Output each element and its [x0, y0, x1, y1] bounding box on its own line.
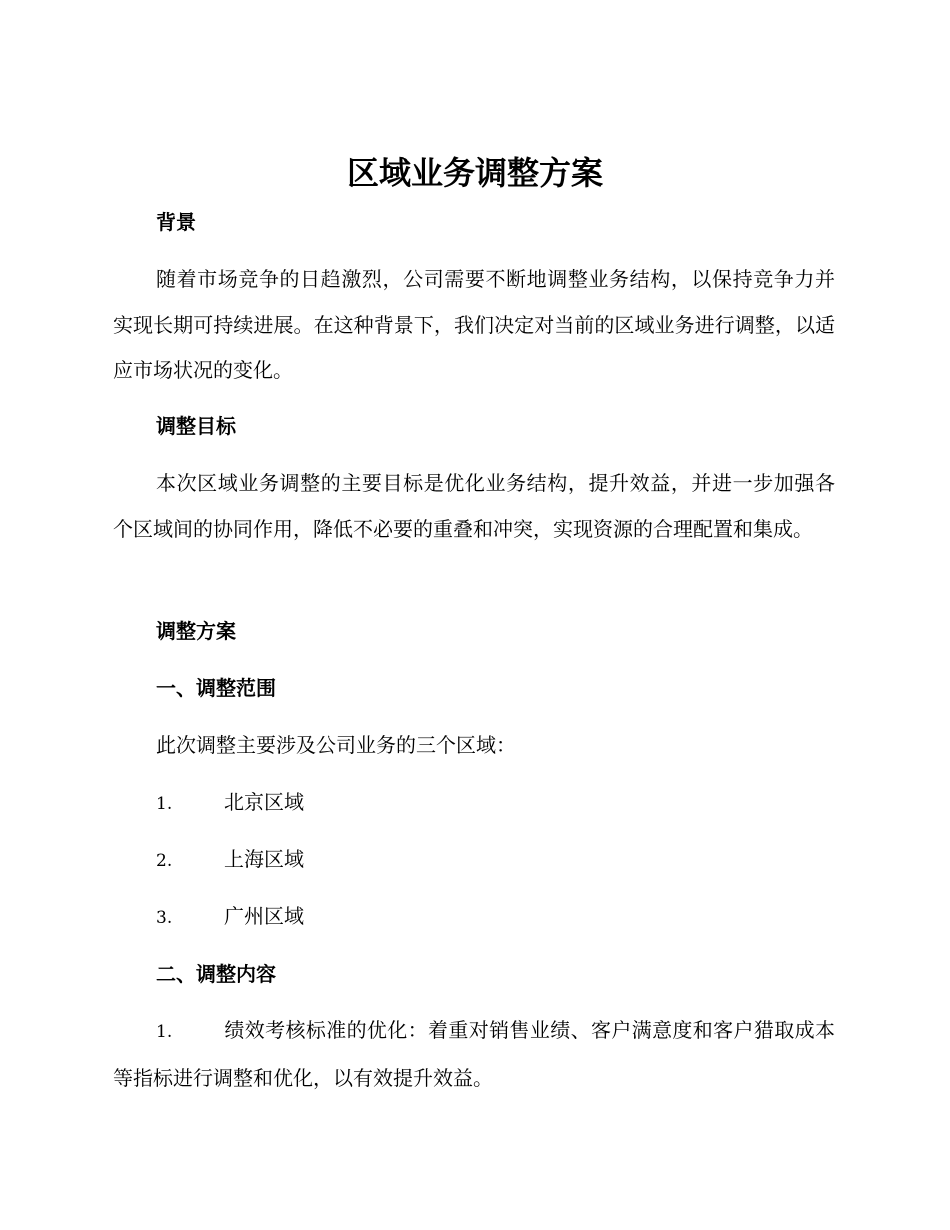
background-paragraph: 随着市场竞争的日趋激烈，公司需要不断地调整业务结构，以保持竞争力并实现长期可持续进展。在这种背景下，我们决定对当前的区域业务进行调整，以适应市场状况的变化。 [113, 267, 835, 382]
content-list-item [113, 1008, 835, 1101]
list-item [156, 902, 304, 932]
subsection-heading-content: 二、调整内容 [156, 962, 276, 986]
document-title: 区域业务调整方案 [346, 154, 603, 192]
list-item-number: 1. [156, 794, 173, 814]
list-item [156, 788, 304, 818]
list-item-text: 绩效考核标准的优化：着重对销售业绩、客户满意度和客户猎取成本等指标进行调整和优化，以有效提升效益。 [113, 1018, 835, 1090]
scope-intro: 此次调整主要涉及公司业务的三个区域： [156, 733, 516, 757]
list-item-number: 1. [156, 1022, 173, 1042]
section-heading-goal: 调整目标 [156, 414, 236, 438]
list-item-text: 广州区域 [224, 904, 304, 928]
section-heading-plan: 调整方案 [156, 619, 236, 643]
list-item-number: 2. [156, 851, 173, 871]
list-item-number: 3. [156, 908, 173, 928]
section-heading-background: 背景 [156, 210, 196, 234]
list-item [156, 845, 304, 875]
list-item-text: 北京区域 [224, 790, 304, 814]
list-item-text: 上海区域 [224, 847, 304, 871]
goal-paragraph: 本次区域业务调整的主要目标是优化业务结构，提升效益，并进一步加强各个区域间的协同作用，降低不必要的重叠和冲突，实现资源的合理配置和集成。 [113, 471, 835, 541]
subsection-heading-scope: 一、调整范围 [156, 676, 276, 700]
